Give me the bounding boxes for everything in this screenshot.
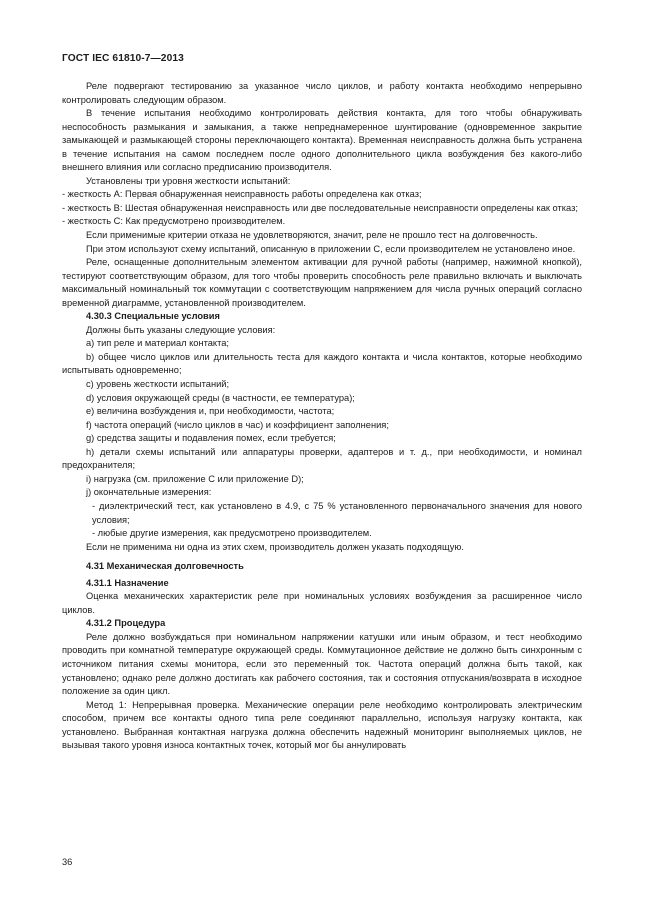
severity-item: - жесткость С: Как предусмотрено производителем. (62, 216, 286, 227)
list-item: j) окончательные измерения: (86, 487, 212, 498)
section-heading: 4.30.3 Специальные условия (86, 311, 220, 322)
paragraph: Метод 1: Непрерывная проверка. Механические операции реле необходимо контролировать электрическим способом, причем все контакты одного типа реле соединяют параллельно, используя нагрузку контакта, как установлено. Выбранная контактная нагрузка должна обеспечить надежный мониторинг выполняемых циклов, не вызывая такого уровня износа контактных точек, который мог бы аннулировать (62, 699, 582, 751)
page-body (62, 80, 582, 753)
list-item: d) условия окружающей среды (в частности, ее температура); (86, 392, 355, 403)
list-item: a) тип реле и материал контакта; (86, 338, 230, 349)
paragraph: Установлены три уровня жесткости испытаний: (86, 175, 291, 186)
list-item: e) величина возбуждения и, при необходимости, частота; (86, 406, 335, 417)
list-item: b) общее число циклов или длительность теста для каждого контакта и числа контактов, которые необходимо испытывать одновременно; (62, 351, 582, 376)
paragraph: Если не применима ни одна из этих схем, производитель должен указать подходящую. (86, 541, 464, 552)
paragraph: Должны быть указаны следующие условия: (86, 324, 276, 335)
list-item: g) средства защиты и подавления помех, если требуется; (86, 433, 336, 444)
paragraph: Если применимые критерии отказа не удовлетворяются, значит, реле не прошло тест на долговечность. (86, 230, 538, 241)
list-item: f) частота операций (число циклов в час) и коэффициент заполнения; (86, 419, 389, 430)
sub-list-item: - любые другие измерения, как предусмотрено производителем. (92, 528, 372, 539)
paragraph: Реле подвергают тестированию за указанное число циклов, и работу контакта необходимо непрерывно контролировать следующим образом. (62, 81, 582, 105)
severity-item: - жесткость А: Первая обнаруженная неисправность работы определена как отказ; (62, 189, 422, 200)
paragraph: Реле, оснащенные дополнительным элементом активации для ручной работы (например, нажимной кнопкой), тестируют соответствующим образом, для того чтобы проверить способность реле правильно включать и выключать максимальный номинальный ток коммутации с соответствующим напряжением для числа ручных операций согласно временной диаграмме, установленной производителем. (62, 257, 582, 308)
list-item: c) уровень жесткости испытаний; (86, 379, 230, 390)
paragraph: Оценка механических характеристик реле при номинальных условиях возбуждения за расширенное число циклов. (62, 591, 582, 615)
subsection-heading: 4.31.2 Процедура (86, 618, 166, 629)
list-item: h) детали схемы испытаний или аппаратуры проверки, адаптеров и т. д., при необходимости, и номинал предохранителя; (62, 446, 582, 471)
page-number: 36 (62, 857, 73, 867)
paragraph: При этом используют схему испытаний, описанную в приложении С, если производителем не установлено иное. (86, 243, 576, 254)
paragraph: Реле должно возбуждаться при номинальном напряжении катушки или иным образом, и тест необходимо проводить при комнатной температуре окружающей среды. Коммутационное действие не должно быть синхронным с источником питания схемы монитора, если это переменный ток. Частота операций должна быть такой, как установлено; однако реле должно достигать как рабочего состояния, так и состояния отпускания/возврата в исходное положение за один цикл. (62, 631, 582, 697)
subsection-heading: 4.31.1 Назначение (86, 577, 169, 588)
list-item: i) нагрузка (см. приложение С или приложение D); (86, 473, 304, 484)
paragraph: В течение испытания необходимо контролировать действия контакта, для того чтобы обнаруживать неспособность размыкания и замыкания, а также непреднамеренное шунтирование (одновременное закрытие замыкающей и размыкающей стороны переключающего контакта). Временная неисправность должна быть устранена в течение испытания на самом последнем после одного дополнительного цикла возбуждения без какого-либо внешнего влияния или согласно предписанию производителя. (62, 108, 582, 173)
severity-item: - жесткость В: Шестая обнаруженная неисправность или две последовательные неисправности определены как отказ; (62, 202, 578, 213)
sub-list-item: - диэлектрический тест, как установлено в 4.9, с 75 % установленного первоначального значения для нового условия; (92, 500, 582, 525)
standard-header: ГОСТ IEC 61810-7—2013 (62, 53, 184, 64)
section-heading: 4.31 Механическая долговечность (86, 561, 244, 572)
